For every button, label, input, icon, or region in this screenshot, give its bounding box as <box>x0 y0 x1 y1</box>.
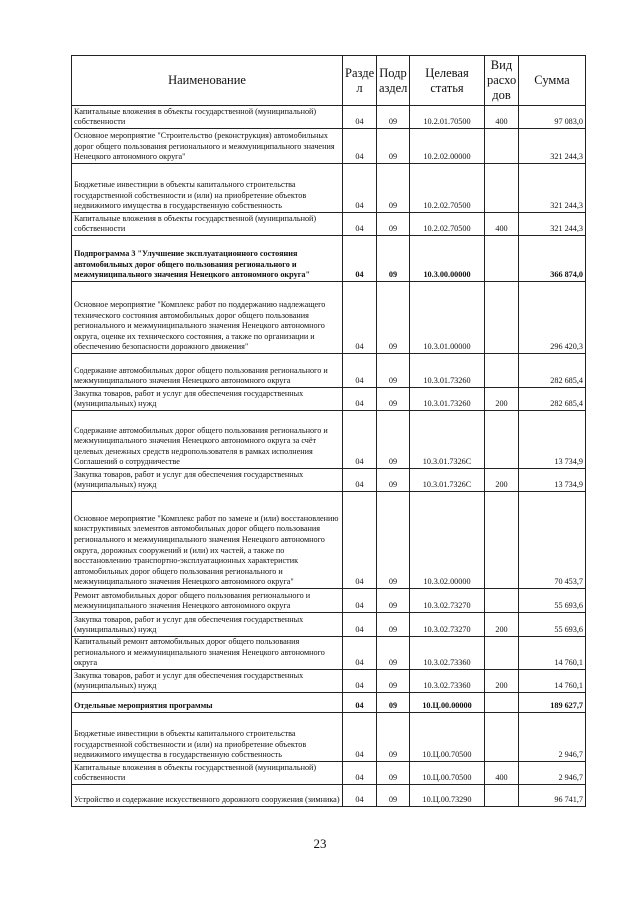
cell-name: Капитальные вложения в объекты государственной (муниципальной) собственности <box>72 213 343 236</box>
cell-section: 04 <box>343 388 377 411</box>
table-row <box>72 492 586 589</box>
table-row <box>72 282 586 354</box>
cell-subsection: 09 <box>377 762 410 785</box>
cell-target: 10.2.02.70500 <box>410 213 485 236</box>
cell-name: Закупка товаров, работ и услуг для обеспечения государственных (муниципальных) нужд <box>72 469 343 492</box>
cell-sum: 282 685,4 <box>519 388 586 411</box>
table-header-row <box>72 56 586 106</box>
cell-subsection: 09 <box>377 785 410 807</box>
cell-section: 04 <box>343 282 377 354</box>
table-row <box>72 785 586 807</box>
cell-section: 04 <box>343 106 377 129</box>
cell-section: 04 <box>343 354 377 388</box>
cell-name: Закупка товаров, работ и услуг для обеспечения государственных (муниципальных) нужд <box>72 670 343 693</box>
table-row <box>72 388 586 411</box>
cell-type <box>485 589 519 613</box>
table-row <box>72 469 586 492</box>
cell-target: 10.Ц.00.70500 <box>410 762 485 785</box>
cell-name: Закупка товаров, работ и услуг для обеспечения государственных (муниципальных) нужд <box>72 388 343 411</box>
cell-sum: 70 453,7 <box>519 492 586 589</box>
cell-sum: 55 693,6 <box>519 613 586 637</box>
cell-type: 200 <box>485 613 519 637</box>
cell-sum: 96 741,7 <box>519 785 586 807</box>
cell-section: 04 <box>343 411 377 469</box>
table-row <box>72 613 586 637</box>
cell-target: 10.3.01.73260 <box>410 388 485 411</box>
cell-subsection: 09 <box>377 713 410 762</box>
cell-type <box>485 164 519 213</box>
cell-type <box>485 354 519 388</box>
cell-target: 10.2.02.00000 <box>410 129 485 164</box>
cell-sum: 282 685,4 <box>519 354 586 388</box>
cell-name: Основное мероприятие "Строительство (реконструкция) автомобильных дорог общего пользования регионального и межмуниципального значения Ненецкого автономного округа" <box>72 129 343 164</box>
cell-sum: 13 734,9 <box>519 469 586 492</box>
cell-target: 10.3.02.73270 <box>410 589 485 613</box>
table-row <box>72 693 586 713</box>
cell-name: Отдельные мероприятия программы <box>72 693 343 713</box>
cell-sum: 321 244,3 <box>519 213 586 236</box>
cell-name: Содержание автомобильных дорог общего пользования регионального и межмуниципального значения Ненецкого автономного округа <box>72 354 343 388</box>
cell-type <box>485 693 519 713</box>
cell-sum: 14 760,1 <box>519 670 586 693</box>
cell-sum: 13 734,9 <box>519 411 586 469</box>
table-row <box>72 213 586 236</box>
header-section: Разде л <box>343 56 377 106</box>
cell-subsection: 09 <box>377 164 410 213</box>
table-row <box>72 106 586 129</box>
cell-section: 04 <box>343 129 377 164</box>
cell-subsection: 09 <box>377 492 410 589</box>
cell-name: Содержание автомобильных дорог общего пользования регионального и межмуниципального значения Ненецкого автономного округа за счёт целевых денежных средств недропользователя в рамках исполнения Соглашений о сотрудничестве <box>72 411 343 469</box>
table-row <box>72 164 586 213</box>
cell-type <box>485 637 519 670</box>
header-subsection: Подр аздел <box>377 56 410 106</box>
cell-target: 10.3.01.7326C <box>410 411 485 469</box>
cell-type: 400 <box>485 762 519 785</box>
cell-target: 10.2.02.70500 <box>410 164 485 213</box>
cell-section: 04 <box>343 713 377 762</box>
table-row <box>72 236 586 282</box>
cell-section: 04 <box>343 492 377 589</box>
table-row <box>72 354 586 388</box>
cell-name: Ремонт автомобильных дорог общего пользования регионального и межмуниципального значения Ненецкого автономного округа <box>72 589 343 613</box>
cell-type <box>485 785 519 807</box>
cell-target: 10.3.01.00000 <box>410 282 485 354</box>
cell-section: 04 <box>343 693 377 713</box>
budget-table <box>71 55 586 807</box>
cell-name: Закупка товаров, работ и услуг для обеспечения государственных (муниципальных) нужд <box>72 613 343 637</box>
cell-sum: 189 627,7 <box>519 693 586 713</box>
cell-sum: 2 946,7 <box>519 762 586 785</box>
table-row <box>72 589 586 613</box>
page-number: 23 <box>313 836 327 851</box>
cell-target: 10.3.00.00000 <box>410 236 485 282</box>
cell-subsection: 09 <box>377 388 410 411</box>
cell-sum: 321 244,3 <box>519 129 586 164</box>
cell-target: 10.3.02.73270 <box>410 613 485 637</box>
cell-subsection: 09 <box>377 469 410 492</box>
cell-subsection: 09 <box>377 589 410 613</box>
cell-section: 04 <box>343 213 377 236</box>
header-name: Наименование <box>72 56 343 106</box>
cell-section: 04 <box>343 236 377 282</box>
cell-name: Бюджетные инвестиции в объекты капитального строительства государственной собственности и (или) на приобретение объектов недвижимого имущества в государственную собственность <box>72 164 343 213</box>
cell-sum: 366 874,0 <box>519 236 586 282</box>
cell-type: 400 <box>485 106 519 129</box>
cell-subsection: 09 <box>377 129 410 164</box>
cell-name: Устройство и содержание искусственного дорожного сооружения (зимника) <box>72 785 343 807</box>
table-row <box>72 670 586 693</box>
table-row <box>72 411 586 469</box>
table-row <box>72 129 586 164</box>
cell-name: Капитальный ремонт автомобильных дорог общего пользования регионального и межмуниципального значения Ненецкого автономного округа <box>72 637 343 670</box>
cell-target: 10.3.02.73360 <box>410 670 485 693</box>
cell-section: 04 <box>343 164 377 213</box>
cell-sum: 296 420,3 <box>519 282 586 354</box>
cell-target: 10.3.01.73260 <box>410 354 485 388</box>
cell-target: 10.2.01.70500 <box>410 106 485 129</box>
cell-type <box>485 713 519 762</box>
cell-subsection: 09 <box>377 106 410 129</box>
cell-section: 04 <box>343 637 377 670</box>
cell-type <box>485 492 519 589</box>
cell-subsection: 09 <box>377 670 410 693</box>
header-target: Целевая статья <box>410 56 485 106</box>
cell-name: Бюджетные инвестиции в объекты капитального строительства государственной собственности и (или) на приобретение объектов недвижимого имущества в государственную собственность <box>72 713 343 762</box>
cell-section: 04 <box>343 613 377 637</box>
cell-section: 04 <box>343 785 377 807</box>
cell-type <box>485 411 519 469</box>
cell-type: 200 <box>485 670 519 693</box>
cell-name: Капитальные вложения в объекты государственной (муниципальной) собственности <box>72 762 343 785</box>
cell-subsection: 09 <box>377 282 410 354</box>
cell-section: 04 <box>343 469 377 492</box>
cell-name: Основное мероприятие "Комплекс работ по замене и (или) восстановлению конструктивных элементов автомобильных дорог общего пользования регионального и межмуниципального значения Ненецкого автономного округа, дорожных сооружений и (или) их частей, а также по восстановлению транспортно-эксплуатационных характеристик автомобильных дорог общего пользования регионального и межмуниципального значения Ненецкого автономного округа" <box>72 492 343 589</box>
cell-type <box>485 282 519 354</box>
cell-type <box>485 129 519 164</box>
table-row <box>72 713 586 762</box>
cell-type: 400 <box>485 213 519 236</box>
cell-subsection: 09 <box>377 354 410 388</box>
cell-type <box>485 236 519 282</box>
cell-subsection: 09 <box>377 613 410 637</box>
cell-target: 10.Ц.00.73290 <box>410 785 485 807</box>
cell-target: 10.3.02.00000 <box>410 492 485 589</box>
cell-name: Капитальные вложения в объекты государственной (муниципальной) собственности <box>72 106 343 129</box>
table-body <box>72 106 586 807</box>
header-sum: Сумма <box>519 56 586 106</box>
cell-target: 10.Ц.00.70500 <box>410 713 485 762</box>
cell-sum: 14 760,1 <box>519 637 586 670</box>
table-row <box>72 762 586 785</box>
table-row <box>72 637 586 670</box>
cell-target: 10.3.01.7326C <box>410 469 485 492</box>
cell-target: 10.Ц.00.00000 <box>410 693 485 713</box>
cell-subsection: 09 <box>377 411 410 469</box>
cell-type: 200 <box>485 469 519 492</box>
cell-subsection: 09 <box>377 693 410 713</box>
cell-section: 04 <box>343 670 377 693</box>
cell-subsection: 09 <box>377 637 410 670</box>
cell-sum: 2 946,7 <box>519 713 586 762</box>
cell-subsection: 09 <box>377 236 410 282</box>
cell-section: 04 <box>343 762 377 785</box>
header-type: Вид расхо дов <box>485 56 519 106</box>
cell-target: 10.3.02.73360 <box>410 637 485 670</box>
cell-type: 200 <box>485 388 519 411</box>
cell-section: 04 <box>343 589 377 613</box>
cell-name: Основное мероприятие "Комплекс работ по поддержанию надлежащего технического состояния автомобильных дорог общего пользования регионального и межмуниципального значения Ненецкого автономного округа, оценке их технического состояния, а также по организации и обеспечению безопасности дорожного движения" <box>72 282 343 354</box>
cell-sum: 55 693,6 <box>519 589 586 613</box>
cell-sum: 321 244,3 <box>519 164 586 213</box>
cell-sum: 97 083,0 <box>519 106 586 129</box>
cell-subsection: 09 <box>377 213 410 236</box>
cell-name: Подпрограмма 3 "Улучшение эксплуатационного состояния автомобильных дорог общего пользования регионального и межмуниципального значения Ненецкого автономного округа" <box>72 236 343 282</box>
